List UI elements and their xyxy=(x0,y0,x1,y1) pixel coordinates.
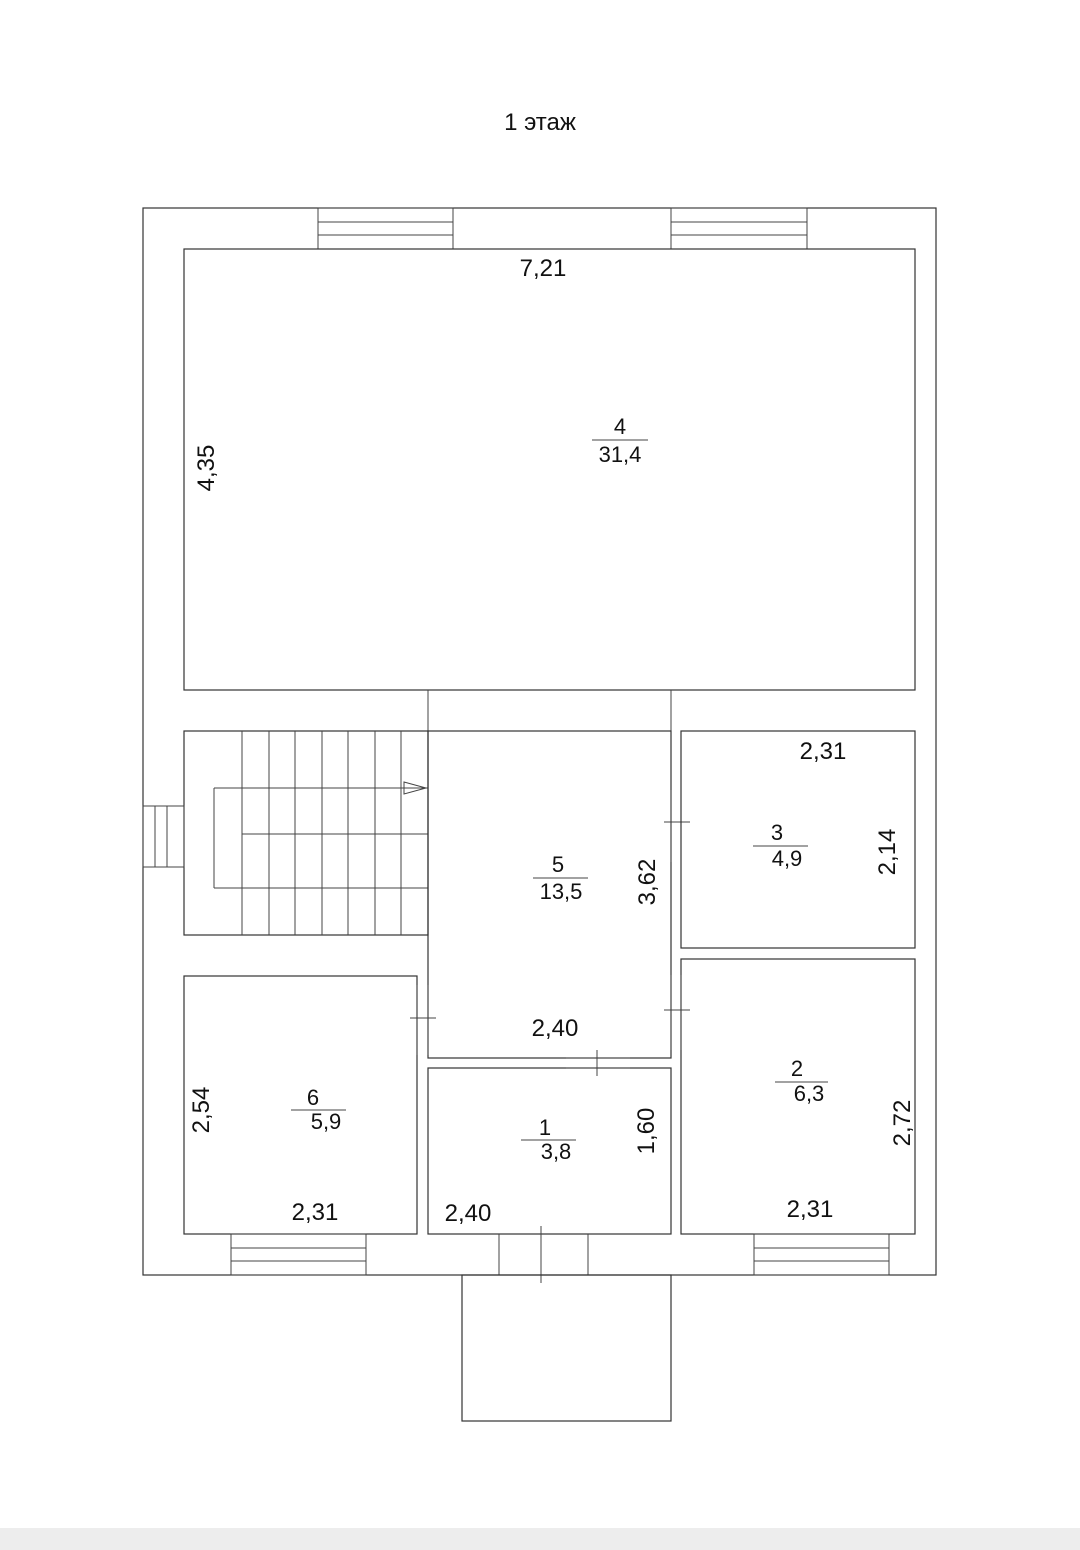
window-left xyxy=(143,806,184,867)
window-bottom-left xyxy=(231,1234,366,1275)
room-label-5 xyxy=(533,852,588,904)
room-4 xyxy=(184,249,915,690)
room-label-2 xyxy=(775,1056,828,1106)
dim-room6-width: 2,31 xyxy=(291,1199,339,1226)
dim-room3-width: 2,31 xyxy=(799,738,847,765)
room-label-3 xyxy=(753,820,808,871)
room-number: 6 xyxy=(306,1085,320,1110)
room-area: 3,8 xyxy=(540,1139,572,1164)
room-number: 2 xyxy=(790,1056,804,1081)
dim-room4-height: 4,35 xyxy=(193,444,220,492)
room-area: 6,3 xyxy=(793,1081,825,1106)
room-area: 31,4 xyxy=(598,442,642,467)
dim-room5-width: 2,40 xyxy=(531,1015,579,1042)
room-area: 13,5 xyxy=(539,879,583,904)
room-number: 4 xyxy=(613,414,627,439)
room-label-6 xyxy=(291,1085,346,1134)
room-number: 1 xyxy=(538,1115,552,1140)
dim-room1-width: 2,40 xyxy=(444,1200,492,1227)
window-top-right xyxy=(671,208,807,249)
room-label-4 xyxy=(592,414,648,467)
dim-room4-width: 7,21 xyxy=(519,255,567,282)
dim-room5-height: 3,62 xyxy=(634,858,661,906)
bottom-bar xyxy=(0,1528,1080,1550)
window-top-left xyxy=(318,208,453,249)
dim-room2-width: 2,31 xyxy=(786,1196,834,1223)
room-number: 3 xyxy=(770,820,784,845)
dim-room6-height: 2,54 xyxy=(188,1086,215,1134)
room-number: 5 xyxy=(551,852,565,877)
dim-room3-height: 2,14 xyxy=(874,828,901,876)
room-6 xyxy=(184,976,417,1234)
room-area: 4,9 xyxy=(771,846,803,871)
dim-room1-height: 1,60 xyxy=(633,1107,660,1155)
room-area: 5,9 xyxy=(310,1109,342,1134)
room-label-1 xyxy=(521,1115,576,1164)
porch xyxy=(462,1275,671,1421)
staircase xyxy=(184,731,428,935)
window-bottom-right xyxy=(754,1234,889,1275)
dim-room2-height: 2,72 xyxy=(889,1099,916,1147)
floor-title: 1 этаж xyxy=(504,109,576,136)
